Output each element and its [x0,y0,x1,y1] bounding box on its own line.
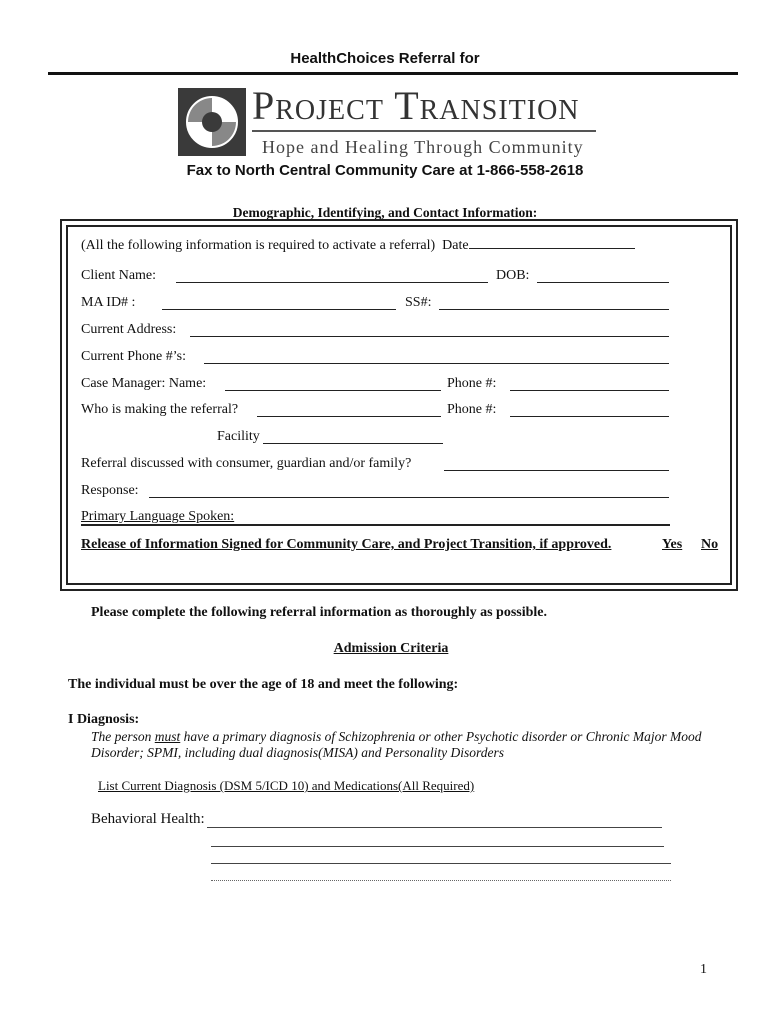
diagnosis-desc-pre: The person [91,729,155,744]
discussed-label: Referral discussed with consumer, guardian and/or family? [81,456,412,471]
referrer-field[interactable] [257,402,441,417]
logo-tagline: Hope and Healing Through Community [262,137,584,157]
release-no-option[interactable]: No [701,537,719,552]
diagnosis-desc-post: have a primary diagnosis of Schizophrenia or other Psychotic disorder or Chronic Major Mood [180,729,702,744]
case-manager-name-field[interactable] [225,376,441,391]
fax-instruction: Fax to North Central Community Care at 1-866-558-2618 [186,162,584,179]
list-diagnosis-label: List Current Diagnosis (DSM 5/ICD 10) and Medications(All Required) [98,778,475,793]
case-manager-label: Case Manager: Name: [81,376,207,391]
referrer-label: Who is making the referral? [81,402,239,417]
language-label: Primary Language Spoken: [81,509,235,524]
behavioral-health-line-1[interactable] [207,827,662,828]
ss-label: SS#: [405,295,432,310]
ma-id-label: MA ID# : [81,295,136,310]
address-label: Current Address: [81,322,177,337]
language-field[interactable] [81,524,670,526]
dob-field[interactable] [537,268,669,283]
required-note-row [81,234,635,254]
page-number: 1 [700,962,707,977]
date-field[interactable] [469,234,635,249]
behavioral-health-line-2[interactable] [211,846,664,847]
facility-label: Facility [217,429,260,444]
case-manager-phone-field[interactable] [510,376,669,391]
discussed-field[interactable] [444,456,669,471]
admission-criteria-heading: Admission Criteria [333,641,449,656]
header-rule [48,72,738,75]
current-phone-label: Current Phone #’s: [81,349,186,364]
referrer-phone-label: Phone #: [447,402,497,417]
release-yes-option[interactable]: Yes [662,537,683,552]
logo-rule [252,130,596,132]
diagnosis-description-line2: Disorder; SPMI, including dual diagnosis(MISA) and Personality Disorders [91,745,504,760]
behavioral-health-line-3[interactable] [211,863,671,864]
case-manager-phone-label: Phone #: [447,376,497,391]
dob-label: DOB: [496,268,530,283]
admission-intro: The individual must be over the age of 18 and meet the following: [68,677,459,692]
referrer-phone-field[interactable] [510,402,669,417]
diagnosis-section-title: I Diagnosis: [68,712,140,727]
client-name-row [81,268,156,284]
response-field[interactable] [149,483,669,498]
address-field[interactable] [190,322,669,337]
diagnosis-description-line1 [91,729,701,745]
facility-field[interactable] [263,429,443,444]
page-title: HealthChoices Referral for [290,50,480,67]
required-note: (All the following information is required to activate a referral) [81,238,436,253]
date-label: Date [442,238,469,253]
response-label: Response: [81,483,139,498]
logo-wordmark: Project Transition [252,83,580,128]
ss-field[interactable] [439,295,669,310]
ma-id-field[interactable] [162,295,396,310]
behavioral-health-line-4[interactable] [211,880,671,881]
client-name-field[interactable] [176,268,488,283]
behavioral-health-label: Behavioral Health: [91,811,205,827]
release-label: Release of Information Signed for Community Care, and Project Transition, if approved. [81,537,612,552]
demographic-heading: Demographic, Identifying, and Contact Information: [232,205,538,220]
diagnosis-desc-must: must [154,729,181,744]
instructions-text: Please complete the following referral information as thoroughly as possible. [91,605,547,620]
project-transition-logo-icon [178,88,246,156]
current-phone-field[interactable] [204,349,669,364]
client-name-label: Client Name: [81,268,157,283]
